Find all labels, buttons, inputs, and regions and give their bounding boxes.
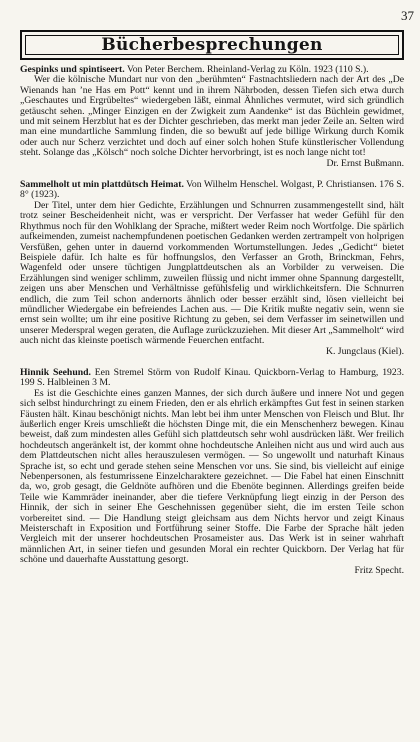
section-title: Bücherbesprechungen (101, 35, 323, 55)
page-number: 37 (401, 8, 414, 23)
review-2-signature: K. Jungclaus (Kiel). (325, 345, 404, 357)
review-2-body: Der Titel, unter dem hier Gedichte, Erzählungen und Schnurren zusammengestellt sind, hält trotz seiner Bescheidenheit nicht, was er verspricht. Der Verfasser hat weder Gefühl für den Rhythmus noch für den Wohlklang der Sprache, mißtert weder Reim noch Wortfolge. Die spärlich aufkeimenden, zumeist nachempfundenen poetischen Gedanken werden zertrampelt von holprigen Versfüßen, gehen unter in dauernd vorkommenden Wortumstellungen. Jedes „Gedicht“ bietet Beispiele dafür. Ich halte es für hoffnungslos, den Verfasser an Groth, Brinckman, Fehrs, Wagenfeld oder unsere tüchtigen Jungplattdeutschen als an Vorbilder zu verweisen. Die Erzählungen sind weniger schlimm, zuweilen flüssig und nicht immer ohne Spannung dargestellt, zeigen uns aber Menschen und Verhältnisse gefühlsfelig und wirklichkeitsfern. Die Schnurren endlich, die zum Teil schon andernorts ähnlich oder besser erzählt sind, lösen vielleicht bei mündlicher Wiedergabe ein befreiendes Lachen aus. — Die Kritik mußte negativ sein, wenn sie ernst sein wollte; um ihr eine positive Richtung zu geben, sei dem Verfasser im seinetwillen und unserer Mederspral wegen geraten, die Auflage zurückzuziehen. Mit dieser Art „Sammelholt“ wird auch nicht das kleinste poetisch wärmende Feuerchen entfacht. (20, 199, 404, 347)
review-3-title: Hinnik Seehund. (20, 366, 91, 378)
section-header (20, 30, 404, 60)
review-3 (20, 368, 410, 576)
review-1-body: Wer die kölnische Mundart nur von den „berühmten“ Fastnachtsliedern nach der Art des „De Wienands han ’ne Has em Pott“ kennt und in ihrem Nährboden, dessen Tiefen sich etwa durch „Geschautes und Ergrübeltes“ wiedergeben läßt, einmal Ähnliches vermutet, wird sich gründlich getäuscht sehen. „Minger Einzigen en der Zwigkeit zum Aandenke“ ist das Büchlein gewidmet, und mit seinem Herzblut hat es der Dichter geschrieben, das merkt man jeder Zeile an. Selten wird man eine mundartliche Sammlung finden, die so bewußt auf jede billige Wirkung durch Komik oder auch nur Scherz verzichtet und doch auf einer solch hohen Stufe künstlerischer Vollendung steht. Solange das „Kölsch“ noch solche Dichter hervorbringt, ist es noch lange nicht tot! (20, 74, 404, 159)
review-3-heading (20, 368, 404, 389)
review-1-meta: Von Peter Berchem. Rheinland-Verlag zu Köln. 1923 (110 S.). (126, 64, 369, 75)
review-1-title: Gespinks und spintiseert. (20, 64, 125, 75)
review-2-meta: Von Wilhelm Henschel. Wolgast, P. Christiansen. 176 S. 8° (1923). (20, 179, 405, 201)
review-1-signature: Dr. Ernst Bußmann. (326, 157, 404, 169)
review-3-signature: Fritz Specht. (354, 564, 404, 576)
review-2 (20, 180, 410, 357)
review-3-meta: Een Stremel Störm von Rudolf Kinau. Quickborn-Verlag to Hamburg, 1923. 199 S. Halbleinen 3 M. (20, 366, 404, 389)
review-1 (20, 65, 410, 169)
review-3-body: Es ist die Geschichte eines ganzen Mannes, der sich durch äußere und innere Not und gegen sich selbst hindurchringt zu einem Frieden, den er als ehrlich erkämpftes Gut fest in seinen starken Fäusten hält. Kinau beschönigt nichts. Man lebt bei ihm unter Menschen von Fleisch und Blut. Ihr äußerlich enger Kreis umschließt die höchsten Dinge mit, die ein Menschenherz bewegen. Kinau beweist, daß zum mindesten alles Gefühl sich plattdeutsch sehr wohl ausdrücken läßt. Wer freilich hochdeutsch angeränkelt ist, der kommt ohne hochdeutsche Anleihen nicht aus und wird auch aus dem Plattdeutschen nicht alles herauszulesen vermögen. — So ungewollt und naturhaft Kinaus Sprache ist, so echt und gerade stehen seine Menschen vor uns. Sie sind, bis vielleicht auf einige Nebenpersonen, als festumrissene Einzelcharaktere gezeichnet. — Die Fabel hat einen Einschnitt da, wo, grob gesagt, die Geldnöte aufhören und die Ebenöte beginnen. Allerdings greifen beide Teile wie Kammräder ineinander, aber die tiefere Verknüpfung liegt einzig in der Person des Hinnik, der sich in seiner Ehe Geschehnissen gegenüber sieht, die im ersten Teile schon vorbereitet sind. — Die Handlung steigt gleichsam aus dem Nichts hervor und zeigt Kinaus Meisterschaft in Exposition und Fortführung seiner Stoffe. Die Farbe der Sprache hält jeden Vergleich mit der unserer hochdeutschen Prosameister aus. Das Werk ist in seiner wahrhaft männlichen Art, in seiner tiefen und gesunden Moral ein rechter Quickborn. Der Verlag hat für schöne und dauerhafte Ausstattung gesorgt. (20, 387, 404, 566)
review-2-title: Sammelholt ut min plattdütsch Heimat. (20, 179, 184, 191)
review-2-heading (20, 180, 404, 201)
